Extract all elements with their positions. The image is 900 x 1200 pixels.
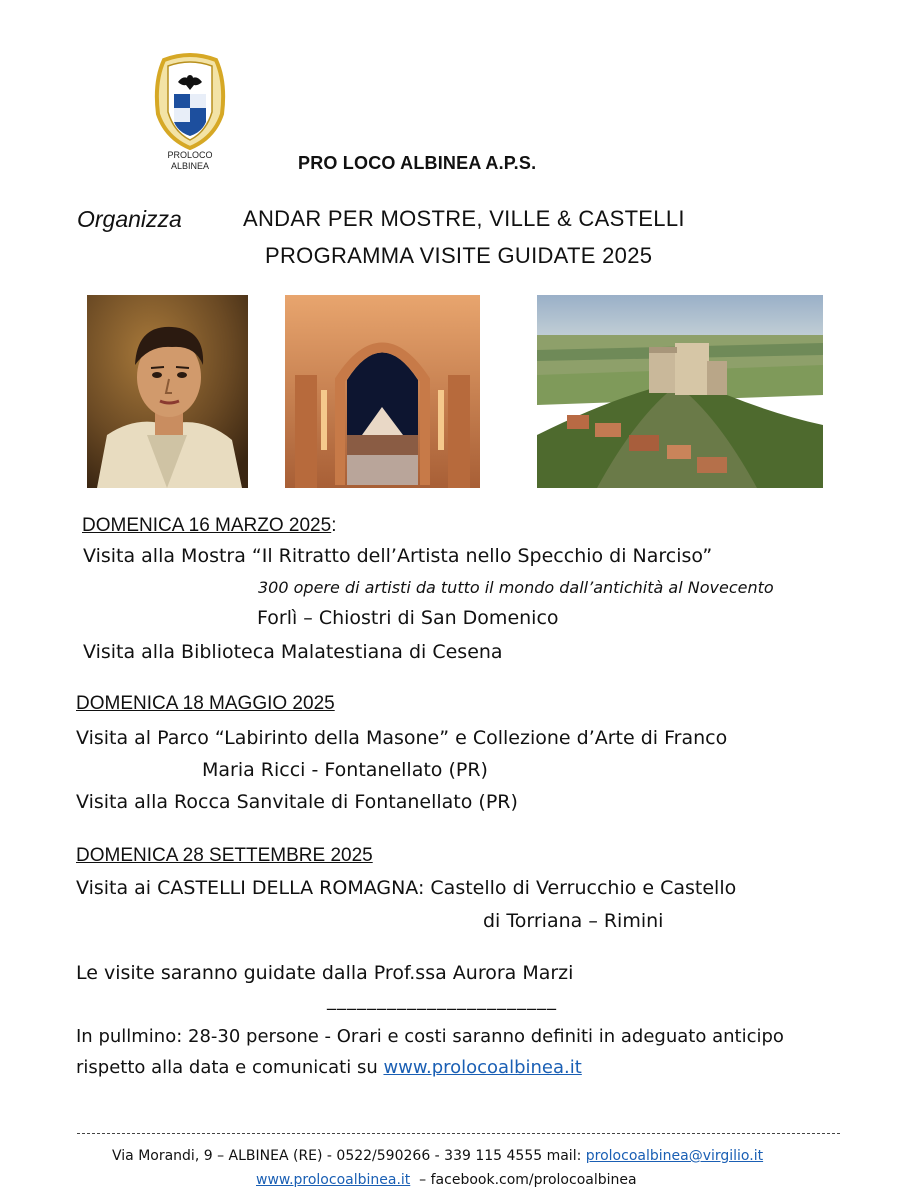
footer-website-link[interactable]: www.prolocoalbinea.it: [256, 1172, 411, 1188]
event3-line1: Visita ai CASTELLI DELLA ROMAGNA: Castello di Verrucchio e Castello: [76, 877, 737, 899]
transport-note-text: rispetto alla data e comunicati su: [76, 1057, 384, 1078]
footer-contact-line: [112, 1148, 763, 1164]
castle-landscape-image: [537, 295, 823, 488]
event2-line3: Visita alla Rocca Sanvitale di Fontanellato (PR): [76, 791, 518, 813]
guide-note: Le visite saranno guidate dalla Prof.ssa Aurora Marzi: [76, 962, 574, 984]
transport-note-line2: [76, 1057, 582, 1078]
event1-date-colon: :: [331, 515, 337, 536]
event2-line2: Maria Ricci - Fontanellato (PR): [202, 759, 488, 781]
title-line2: PROGRAMMA VISITE GUIDATE 2025: [265, 243, 653, 268]
transport-note-line1: In pullmino: 28-30 persone - Orari e costi saranno definiti in adeguato anticipo: [76, 1026, 784, 1047]
portrait-painting-image: [87, 295, 248, 488]
footer-address: Via Morandi, 9 – ALBINEA (RE) - 0522/590266 - 339 115 4555 mail:: [112, 1148, 586, 1164]
footer-facebook: – facebook.com/prolocoalbinea: [410, 1172, 637, 1188]
logo-caption-line2: ALBINEA: [170, 161, 210, 171]
website-link[interactable]: www.prolocoalbinea.it: [383, 1057, 582, 1078]
event2-date: DOMENICA 18 MAGGIO 2025: [76, 693, 335, 714]
organization-name: PRO LOCO ALBINEA A.P.S.: [298, 153, 537, 173]
footer-email-link[interactable]: prolocoalbinea@virgilio.it: [585, 1148, 764, 1164]
organizza-label: Organizza: [77, 206, 182, 232]
footer-web-line: [256, 1172, 637, 1188]
title-line1: ANDAR PER MOSTRE, VILLE & CASTELLI: [243, 206, 685, 231]
logo-caption: [150, 150, 230, 172]
logo-caption-line1: PROLOCO: [167, 150, 213, 160]
event2-line1: Visita al Parco “Labirinto della Masone” e Collezione d’Arte di Franco: [76, 727, 728, 749]
event1-line4: Visita alla Biblioteca Malatestiana di Cesena: [83, 641, 503, 663]
event1-date-text: DOMENICA 16 MARZO 2025: [82, 515, 332, 536]
footer-divider: [77, 1133, 840, 1134]
event1-line3: Forlì – Chiostri di San Domenico: [257, 607, 559, 629]
event1-date: [82, 515, 336, 537]
event3-line2: di Torriana – Rimini: [483, 910, 664, 932]
event1-line2: 300 opere di artisti da tutto il mondo dall’antichità al Novecento: [258, 578, 774, 597]
event3-date: DOMENICA 28 SETTEMBRE 2025: [76, 845, 373, 866]
separator-line: _______________________: [327, 990, 557, 1011]
cloister-night-image: [285, 295, 480, 488]
event1-line1: Visita alla Mostra “Il Ritratto dell’Artista nello Specchio di Narciso”: [83, 545, 713, 567]
